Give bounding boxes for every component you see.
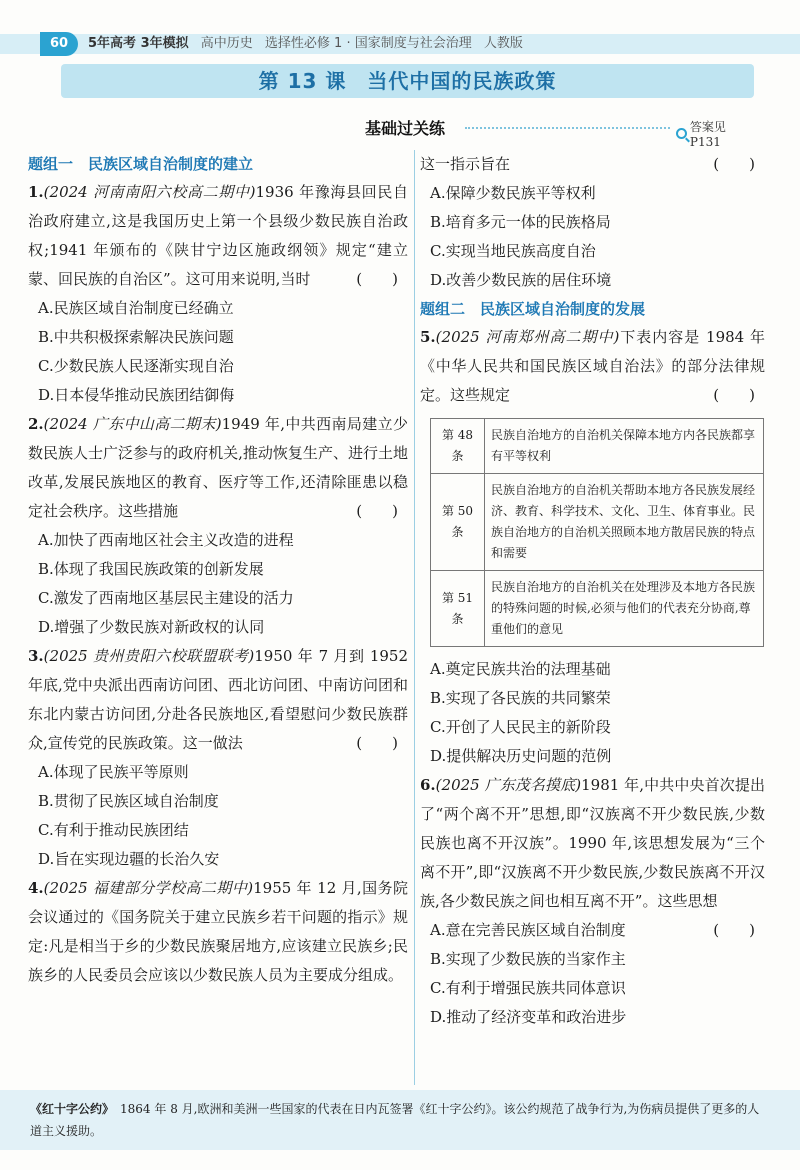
question-text: 1950 年 7 月到 1952 年底,党中央派出西南访问团、西北访问团、中南访问团和东北内蒙古访问团,分赴各民族地区,看望慰问少数民族群众,宣传党的民族政策。这一做法 — [28, 647, 408, 752]
option: B.中共积极探索解决民族问题 — [38, 328, 234, 346]
question-number: 3. — [28, 647, 44, 665]
answer-reference-text: 答案见 P131 — [689, 120, 726, 149]
question-1 — [28, 178, 408, 410]
table-row — [431, 571, 764, 647]
question-number: 4. — [28, 879, 44, 897]
right-column — [420, 150, 765, 1032]
question-text: 1936 年豫海县回民自治政府建立,这是我国历史上第一个县级少数民族自治政权;1941 年颁布的《陕甘宁边区施政纲领》规定“建立蒙、回民族的自治区”。这可用来说明,当时 — [28, 183, 408, 288]
option: A.保障少数民族平等权利 — [430, 184, 596, 202]
question-stem — [28, 642, 408, 758]
answer-blank: ( ) — [356, 502, 398, 520]
option: B.贯彻了民族区域自治制度 — [38, 792, 219, 810]
article-text: 民族自治地方的自治机关保障本地方内各民族都享有平等权利 — [485, 419, 764, 474]
option: C.少数民族人民逐渐实现自治 — [38, 357, 234, 375]
question-4-continued — [420, 150, 765, 295]
answer-blank: ( ) — [713, 921, 755, 939]
left-column — [28, 150, 408, 990]
question-stem — [28, 178, 408, 294]
question-text: 这一指示旨在 — [420, 155, 511, 173]
question-source: (2025 河南郑州高二期中) — [435, 328, 620, 346]
question-stem — [28, 874, 408, 990]
option: A.意在完善民族区域自治制度 — [430, 921, 626, 939]
question-number: 6. — [420, 776, 436, 794]
option: D.提供解决历史问题的范例 — [430, 747, 612, 765]
brand-name: 5年高考 3年模拟 — [88, 36, 189, 51]
option: A.奠定民族共治的法理基础 — [430, 660, 611, 678]
question-stem — [28, 410, 408, 526]
question-source: (2024 广东中山高二期末) — [43, 415, 222, 433]
question-number: 2. — [28, 415, 44, 433]
option: B.实现了少数民族的当家作主 — [430, 950, 626, 968]
option: A.加快了西南地区社会主义改造的进程 — [38, 531, 294, 549]
question-source: (2024 河南南阳六校高二期中) — [43, 183, 256, 201]
table-row — [431, 419, 764, 474]
option: C.开创了人民民主的新阶段 — [430, 718, 611, 736]
article-text: 民族自治地方的自治机关帮助本地方各民族发展经济、教育、科学技术、文化、卫生、体育事业。民族自治地方的自治机关照顾本地方散居民族的特点和需要 — [485, 474, 764, 571]
footer-note — [0, 1090, 800, 1150]
article-number: 第 48 条 — [431, 419, 485, 474]
running-title — [88, 34, 531, 54]
section-header — [20, 112, 760, 149]
question-4 — [28, 874, 408, 990]
option: A.体现了民族平等原则 — [38, 763, 189, 781]
book-label: 选择性必修 1 · 国家制度与社会治理 — [264, 36, 472, 51]
question-text: 下表内容是 1984 年《中华人民共和国民族区域自治法》的部分法律规定。这些规定 — [420, 328, 765, 404]
question-number: 5. — [420, 328, 436, 346]
group-title: 题组二 民族区域自治制度的发展 — [420, 300, 646, 318]
magnifier-icon — [676, 128, 687, 139]
answer-blank: ( ) — [713, 386, 755, 404]
section-title: 基础过关练 — [365, 119, 446, 138]
subject-label: 高中历史 — [200, 36, 253, 51]
article-number: 第 50 条 — [431, 474, 485, 571]
table-row — [431, 474, 764, 571]
footer-text: 1864 年 8 月,欧洲和美洲一些国家的代表在日内瓦签署《红十字公约》。该公约规范了战争行为,为伤病员提供了更多的人道主义援助。 — [30, 1102, 760, 1138]
answer-blank: ( ) — [356, 734, 398, 752]
group-title: 题组一 民族区域自治制度的建立 — [28, 155, 254, 173]
option: C.实现当地民族高度自治 — [430, 242, 596, 260]
question-text: 1955 年 12 月,国务院会议通过的《国务院关于建立民族乡若干问题的指示》规定:凡是相当于乡的少数民族聚居地方,应该建立民族乡;民族乡的人民委员会应该以少数民族人员为主要成分组成。 — [28, 879, 408, 984]
edition-label: 人教版 — [483, 36, 523, 51]
answer-reference — [676, 118, 760, 149]
article-number: 第 51 条 — [431, 571, 485, 647]
column-divider — [414, 150, 415, 1085]
option: B.培育多元一体的民族格局 — [430, 213, 611, 231]
option: C.有利于增强民族共同体意识 — [430, 979, 626, 997]
option: D.日本侵华推动民族团结御侮 — [38, 386, 235, 404]
option: D.旨在实现边疆的长治久安 — [38, 850, 220, 868]
question-6 — [420, 771, 765, 1032]
page-number: 60 — [40, 32, 78, 56]
question-stem — [420, 150, 765, 179]
question-2 — [28, 410, 408, 642]
question-text: 1949 年,中共西南局建立少数民族人士广泛参与的政府机关,推动恢复生产、进行土地改革,发展民族地区的教育、医疗等工作,还清除匪患以稳定社会秩序。这些措施 — [28, 415, 408, 520]
answer-blank: ( ) — [713, 155, 755, 173]
question-source: (2025 福建部分学校高二期中) — [43, 879, 254, 897]
question-source: (2025 广东茂名摸底) — [435, 776, 582, 794]
article-text: 民族自治地方的自治机关在处理涉及本地方各民族的特殊问题的时候,必须与他们的代表充分协商,尊重他们的意见 — [485, 571, 764, 647]
option: B.实现了各民族的共同繁荣 — [430, 689, 611, 707]
option: B.体现了我国民族政策的创新发展 — [38, 560, 264, 578]
law-table — [430, 418, 764, 647]
option: A.民族区域自治制度已经确立 — [38, 299, 234, 317]
option: C.激发了西南地区基层民主建设的活力 — [38, 589, 294, 607]
option: D.推动了经济变革和政治进步 — [430, 1008, 627, 1026]
lesson-title: 第 13 课 当代中国的民族政策 — [61, 64, 754, 98]
option: C.有利于推动民族团结 — [38, 821, 189, 839]
option: D.改善少数民族的居住环境 — [430, 271, 612, 289]
footer-term: 《红十字公约》 — [30, 1102, 109, 1116]
running-header — [0, 28, 800, 60]
question-text: 1981 年,中共中央首次提出了“两个离不开”思想,即“汉族离不开少数民族,少数民族也离不开汉族”。1990 年,该思想发展为“三个离不开”,即“汉族离不开少数民族,少数民族离不开汉族,各少数民族之间也相互离不开”。这些思想 — [420, 776, 765, 910]
option: D.增强了少数民族对新政权的认同 — [38, 618, 265, 636]
question-5 — [420, 323, 765, 771]
question-3 — [28, 642, 408, 874]
question-stem — [420, 323, 765, 410]
question-number: 1. — [28, 183, 44, 201]
answer-blank: ( ) — [356, 270, 398, 288]
question-source: (2025 贵州贵阳六校联盟联考) — [43, 647, 255, 665]
section-divider — [465, 127, 670, 129]
